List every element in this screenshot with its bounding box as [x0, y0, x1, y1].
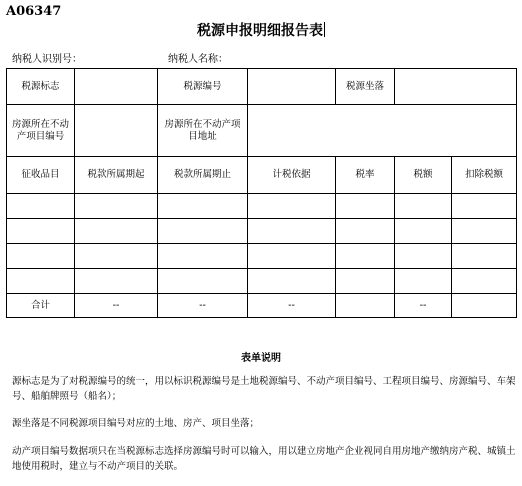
total-cell[interactable]: [452, 294, 517, 318]
table-cell[interactable]: [158, 194, 248, 219]
table-cell[interactable]: [336, 244, 395, 269]
table-cell[interactable]: [158, 269, 248, 294]
table-cell[interactable]: [75, 269, 158, 294]
table-cell[interactable]: [336, 269, 395, 294]
table-cell[interactable]: [75, 244, 158, 269]
table-cell[interactable]: [336, 219, 395, 244]
col-header: 税款所属期起: [75, 157, 158, 194]
form-code: A06347: [6, 4, 62, 19]
table-cell[interactable]: [248, 194, 336, 219]
table-cell[interactable]: [395, 194, 452, 219]
source-number-cell[interactable]: [248, 69, 336, 105]
table-row: [7, 194, 517, 219]
total-cell[interactable]: [336, 294, 395, 318]
form-title: [0, 20, 522, 40]
table-cell[interactable]: [7, 219, 75, 244]
table-row: [7, 244, 517, 269]
total-row: [7, 294, 517, 318]
table-row: [7, 219, 517, 244]
table-row: [7, 269, 517, 294]
table-cell[interactable]: [75, 194, 158, 219]
source-location-label: 税源坐落: [336, 69, 395, 105]
total-cell: --: [248, 294, 336, 318]
property-item-address-cell[interactable]: [248, 105, 517, 157]
form-title-text: 税源申报明细报告表: [197, 23, 323, 39]
text-cursor: [324, 22, 325, 37]
total-cell: --: [158, 294, 248, 318]
table-cell[interactable]: [158, 244, 248, 269]
table-cell[interactable]: [452, 244, 517, 269]
table-cell[interactable]: [7, 244, 75, 269]
source-location-cell[interactable]: [395, 69, 517, 105]
table-cell[interactable]: [7, 194, 75, 219]
source-flag-cell[interactable]: [75, 69, 158, 105]
tax-source-table: [6, 68, 517, 318]
total-cell: --: [395, 294, 452, 318]
table-cell[interactable]: [452, 269, 517, 294]
property-item-number-cell[interactable]: [75, 105, 158, 157]
note-item: 源标志是为了对税源编号的统一，用以标识税源编号是土地税源编号、不动产项目编号、工程项目编号、房源编号、车架号、船舶牌照号（船名）；: [12, 376, 516, 402]
col-header: 征收品目: [7, 157, 75, 194]
table-cell[interactable]: [248, 269, 336, 294]
col-header: 计税依据: [248, 157, 336, 194]
table-cell[interactable]: [452, 219, 517, 244]
source-info-row: [7, 69, 517, 105]
table-cell[interactable]: [452, 194, 517, 219]
table-cell[interactable]: [395, 219, 452, 244]
note-item: 动产项目编号数据项只在当税源标志选择房源编号时可以输入，用以建立房地产企业视同自用房地产缴纳房产税、城镇土地使用税时，建立与不动产项目的关联。: [12, 446, 516, 472]
table-cell[interactable]: [395, 269, 452, 294]
property-item-number-label: 房源所在不动产项目编号: [7, 105, 75, 157]
property-item-address-label: 房源所在不动产项目地址: [158, 105, 248, 157]
col-header: 扣除税额: [452, 157, 517, 194]
table-cell[interactable]: [7, 269, 75, 294]
note-item: 源坐落是不同税源项目编号对应的土地、房产、项目坐落；: [12, 418, 260, 429]
source-number-label: 税源编号: [158, 69, 248, 105]
table-cell[interactable]: [158, 219, 248, 244]
total-cell: --: [75, 294, 158, 318]
table-cell[interactable]: [395, 244, 452, 269]
taxpayer-name-label: 纳税人名称：: [168, 54, 228, 65]
notes-title: 表单说明: [241, 353, 281, 364]
table-cell[interactable]: [75, 219, 158, 244]
col-header: 税率: [336, 157, 395, 194]
table-cell[interactable]: [336, 194, 395, 219]
column-header-row: [7, 157, 517, 194]
property-info-row: [7, 105, 517, 157]
total-label: 合计: [7, 294, 75, 318]
source-flag-label: 税源标志: [7, 69, 75, 105]
taxpayer-id-label: 纳税人识别号：: [12, 54, 82, 65]
col-header: 税额: [395, 157, 452, 194]
table-cell[interactable]: [248, 244, 336, 269]
table-cell[interactable]: [248, 219, 336, 244]
col-header: 税款所属期止: [158, 157, 248, 194]
